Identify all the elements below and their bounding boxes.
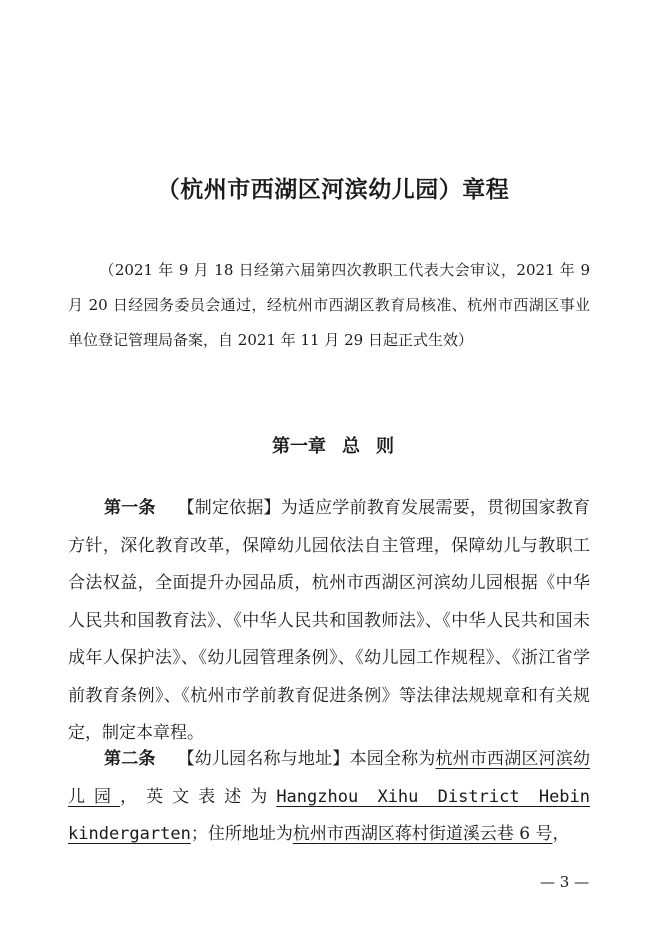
page-number: — 3 — (540, 873, 590, 891)
article-2-text-2: ，英文表述为 (120, 786, 277, 807)
article-1-text: 为适应学前教育发展需要，贯彻国家教育方针，深化教育改革，保障幼儿园依法自主管理，保障幼儿与教职工合法权益，全面提升办园品质，杭州市西湖区河滨幼儿园根据《中华人民共和国教育法》、《中华人民共和国教师法》、《中华人民共和国未成年人保护法》、《幼儿园管理条例》、《幼儿园工作规程》、《浙江省学前教育条例》、《杭州市学前教育促进条例》等法律法规规章和有关规定，制定本章程。 (68, 498, 591, 743)
article-2-label: 第二条 (104, 749, 156, 769)
kindergarten-name-en: Hangzhou Xihu District Hebin kindergarten (68, 786, 591, 844)
approval-note-text: （2021 年 9 月 18 日经第六届第四次教职工代表大会审议，2021 年 9 月 20 日经园务委员会通过，经杭州市西湖区教育局核准、杭州市西湖区事业单位登记管理局备案，自 2021 年 11 月 29 日起正式生效） (68, 261, 590, 349)
chapter-heading (0, 432, 666, 458)
kindergarten-address: 杭州市西湖区蒋村街道溪云巷 6 号 (292, 824, 553, 844)
article-1-heading: 【制定依据】 (177, 498, 281, 518)
document-title: （杭州市西湖区河滨幼儿园）章程 (156, 177, 510, 203)
article-2 (68, 741, 590, 854)
approval-note (68, 253, 590, 358)
kindergarten-name-cn: 杭州市西湖区河滨幼儿园 (68, 749, 591, 807)
article-2-text-3: ；住所地址为 (190, 824, 293, 844)
chapter-name-2: 则 (376, 436, 394, 457)
article-2-text-4: ， (552, 824, 570, 844)
article-1-label: 第一条 (104, 498, 156, 518)
chapter-number: 第一章 (272, 436, 326, 457)
article-2-text-1: 本园全称为 (349, 749, 436, 769)
article-1 (68, 490, 590, 753)
article-2-heading: 【幼儿园名称与地址】 (177, 749, 350, 769)
chapter-name-1: 总 (342, 436, 360, 457)
